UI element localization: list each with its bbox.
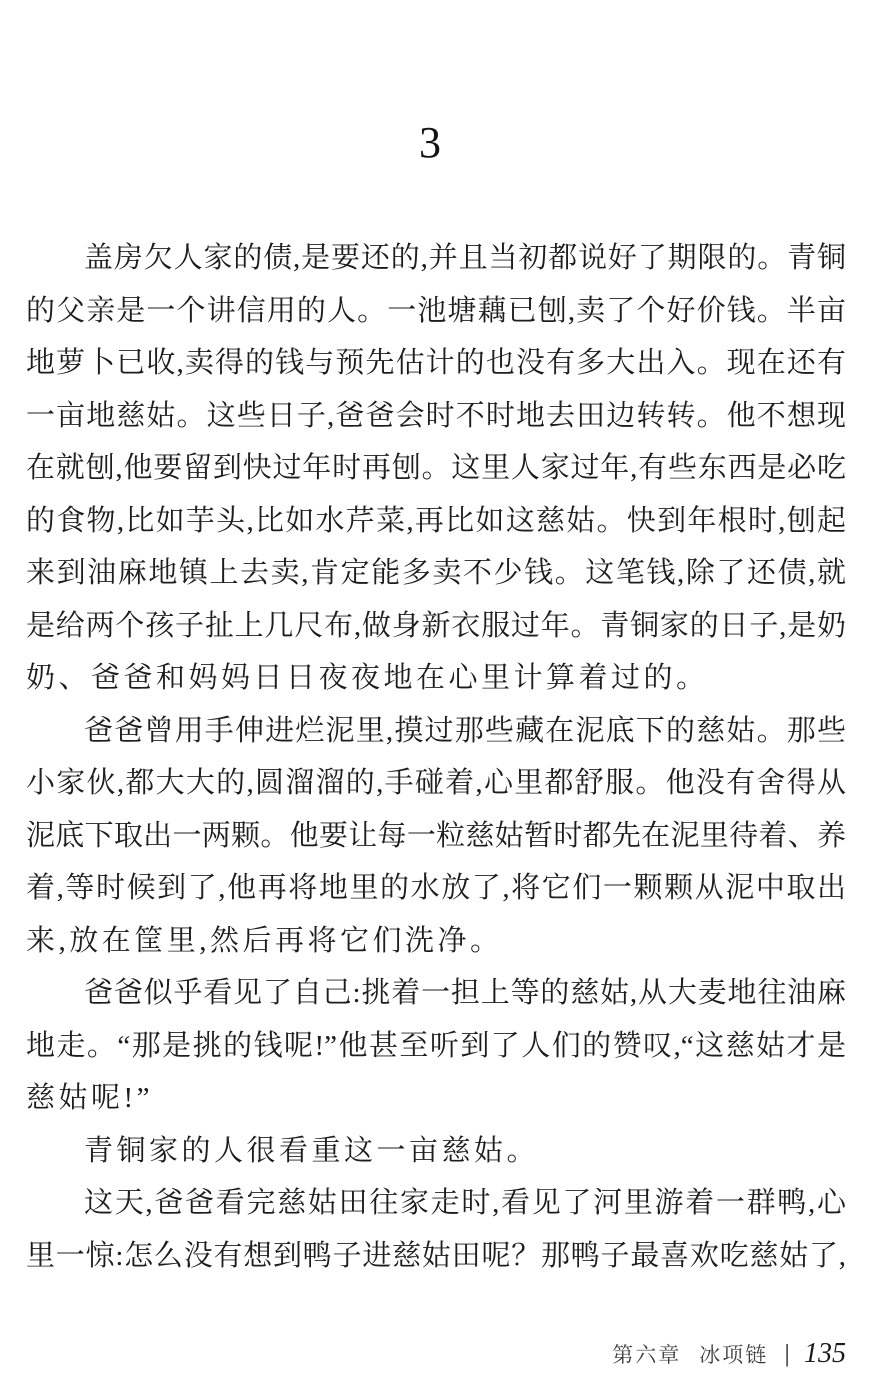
text-line: 的食物,比如芋头,比如水芹菜,再比如这慈姑。快到年根时,刨起 (26, 504, 846, 537)
body-text (26, 232, 846, 1282)
text-line: 青铜家的人很看重这一亩慈姑。 (84, 1134, 540, 1167)
text-line: 地萝卜已收,卖得的钱与预先估计的也没有多大出入。现在还有 (26, 347, 846, 379)
text-line: 这天,爸爸看完慈姑田往家走时,看见了河里游着一群鸭,心 (84, 1187, 846, 1219)
text-line: 着,等时候到了,他再将地里的水放了,将它们一颗颗从泥中取出 (26, 872, 846, 904)
text-line: 爸爸似乎看见了自己:挑着一担上等的慈姑,从大麦地往油麻 (84, 977, 846, 1009)
text-line: 小家伙,都大大的,圆溜溜的,手碰着,心里都舒服。他没有舍得从 (26, 767, 846, 799)
text-line: 盖房欠人家的债,是要还的,并且当初都说好了期限的。青铜 (84, 242, 846, 274)
text-line: 的父亲是一个讲信用的人。一池塘藕已刨,卖了个好价钱。半亩 (26, 294, 846, 327)
text-line: 里一惊:怎么没有想到鸭子进慈姑田呢？那鸭子最喜欢吃慈姑了, (26, 1239, 846, 1272)
text-line: 泥底下取出一两颗。他要让每一粒慈姑暂时都先在泥里待着、养 (26, 819, 846, 852)
text-line: 奶、爸爸和妈妈日日夜夜地在心里计算着过的。 (26, 662, 709, 694)
text-line: 是给两个孩子扯上几尺布,做身新衣服过年。青铜家的日子,是奶 (26, 609, 846, 642)
text-line: 爸爸曾用手伸进烂泥里,摸过那些藏在泥底下的慈姑。那些 (84, 714, 846, 747)
page-footer (612, 1338, 846, 1370)
text-line: 在就刨,他要留到快过年时再刨。这里人家过年,有些东西是必吃 (26, 452, 846, 484)
footer-chapter-title: 冰项链 (699, 1344, 769, 1367)
section-number: 3 (419, 118, 441, 167)
text-line: 来,放在筐里,然后再将它们洗净。 (26, 924, 503, 957)
footer-chapter-label: 第六章 (612, 1344, 682, 1367)
text-line: 来到油麻地镇上去卖,肯定能多卖不少钱。这笔钱,除了还债,就 (26, 557, 846, 589)
text-line: 一亩地慈姑。这些日子,爸爸会时不时地去田边转转。他不想现 (26, 399, 846, 432)
footer-divider: | (784, 1339, 790, 1368)
text-line: 地走。“那是挑的钱呢!”他甚至听到了人们的赞叹,“这慈姑才是 (26, 1029, 846, 1062)
footer-page-number: 135 (804, 1338, 846, 1369)
text-line: 慈姑呢!” (26, 1082, 154, 1114)
